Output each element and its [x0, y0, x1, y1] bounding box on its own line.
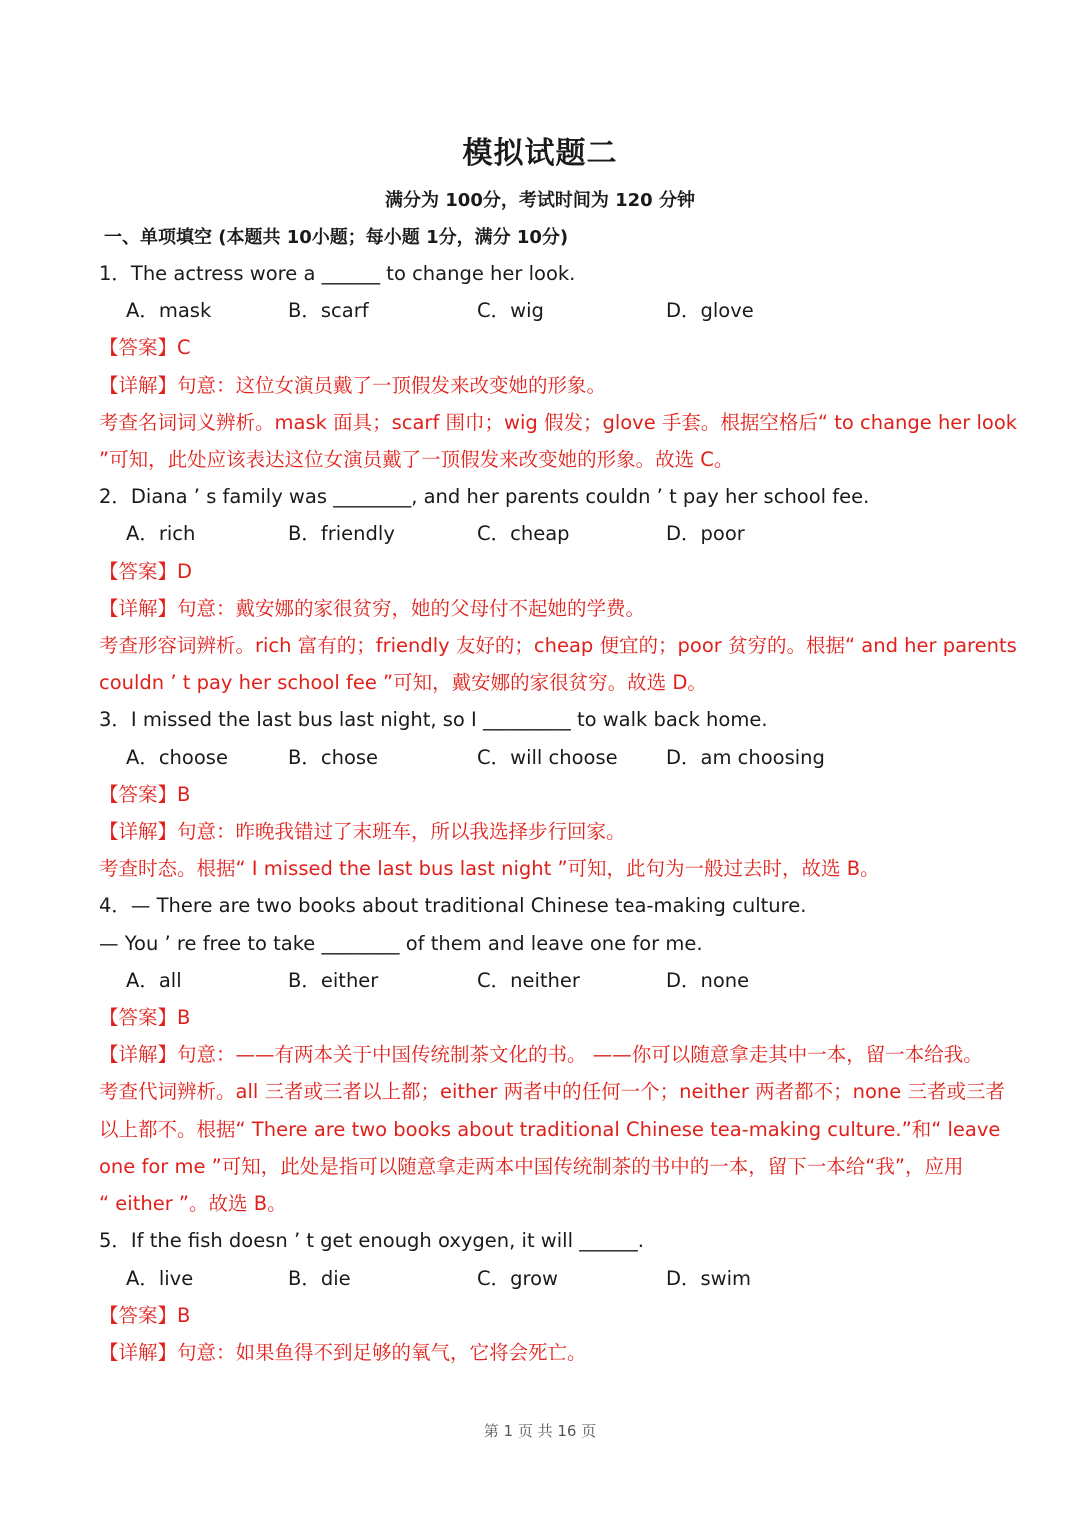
explanation-line: 考查名词词义辨析。mask 面具；scarf 围巾；wig 假发；glove 手套。根据空格后“ to change her look: [99, 411, 1018, 434]
explanation-line: 【详解】句意：——有两本关于中国传统制茶文化的书。 ——你可以随意拿走其中一本，留一本给我。: [99, 1043, 983, 1066]
option-a: A．rich: [126, 522, 196, 545]
option-a: A．live: [126, 1267, 194, 1290]
explanation-line: 【详解】句意：戴安娜的家很贫穷，她的父母付不起她的学费。: [99, 597, 646, 620]
option-d: D．poor: [666, 522, 745, 545]
option-c: C．neither: [477, 969, 580, 992]
option-a: A．all: [126, 969, 182, 992]
explanation-line: one for me ”可知，此处是指可以随意拿走两本中国传统制茶的书中的一本，留下一本给“我”，应用: [99, 1155, 964, 1178]
option-c: C．grow: [477, 1267, 558, 1290]
page-title: 模拟试题二: [462, 136, 618, 171]
explanation-line: 【详解】句意：这位女演员戴了一顶假发来改变她的形象。: [99, 374, 607, 397]
option-d: D．swim: [666, 1267, 752, 1290]
exam-info: 满分为 100分，考试时间为 120 分钟: [385, 190, 695, 211]
explanation-line: ”可知，此处应该表达这位女演员戴了一顶假发来改变她的形象。故选 C。: [99, 448, 734, 471]
option-b: B．die: [288, 1267, 351, 1290]
option-d: D．am choosing: [666, 746, 825, 769]
explanation-line: 【详解】句意：昨晚我错过了末班车，所以我选择步行回家。: [99, 820, 626, 843]
section-heading: 一、单项填空 (本题共 10小题；每小题 1分，满分 10分): [104, 227, 569, 248]
answer-label: 【答案】D: [99, 560, 193, 583]
question-stem: 2．Diana ’ s family was ________, and her parents couldn ’ t pay her school fee.: [99, 485, 870, 508]
option-d: D．glove: [666, 299, 754, 322]
option-c: C．will choose: [477, 746, 618, 769]
option-d: D．none: [666, 969, 750, 992]
question-stem: — You ’ re free to take ________ of them and leave one for me.: [99, 932, 703, 955]
answer-label: 【答案】B: [99, 1304, 191, 1327]
answer-label: 【答案】C: [99, 336, 191, 359]
option-b: B．friendly: [288, 522, 395, 545]
explanation-line: 考查时态。根据“ I missed the last bus last night ”可知，此句为一般过去时，故选 B。: [99, 857, 880, 880]
page-number: 第 1 页 共 16 页: [483, 1422, 597, 1440]
explanation-line: “ either ”。故选 B。: [99, 1192, 287, 1215]
option-b: B．chose: [288, 746, 379, 769]
option-c: C．wig: [477, 299, 544, 322]
answer-label: 【答案】B: [99, 1006, 191, 1029]
question-stem: 1．The actress wore a ______ to change her look.: [99, 262, 576, 285]
explanation-line: 【详解】句意：如果鱼得不到足够的氧气，它将会死亡。: [99, 1341, 587, 1364]
option-a: A．mask: [126, 299, 212, 322]
explanation-line: couldn ’ t pay her school fee ”可知，戴安娜的家很贫穷。故选 D。: [99, 671, 707, 694]
answer-label: 【答案】B: [99, 783, 191, 806]
explanation-line: 考查代词辨析。all 三者或三者以上都；either 两者中的任何一个；neither 两者都不；none 三者或三者: [99, 1080, 1005, 1103]
option-b: B．either: [288, 969, 379, 992]
option-c: C．cheap: [477, 522, 570, 545]
question-stem: 5．If the fish doesn ’ t get enough oxygen, it will ______.: [99, 1229, 644, 1252]
explanation-line: 考查形容词辨析。rich 富有的；friendly 友好的；cheap 便宜的；poor 贫穷的。根据“ and her parents: [99, 634, 1017, 657]
question-stem: 3．I missed the last bus last night, so I _________ to walk back home.: [99, 708, 768, 731]
explanation-line: 以上都不。根据“ There are two books about traditional Chinese tea-making culture.”和“ leave: [99, 1118, 1001, 1141]
question-stem: 4．— There are two books about traditional Chinese tea-making culture.: [99, 894, 807, 917]
option-b: B．scarf: [288, 299, 369, 322]
option-a: A．choose: [126, 746, 228, 769]
